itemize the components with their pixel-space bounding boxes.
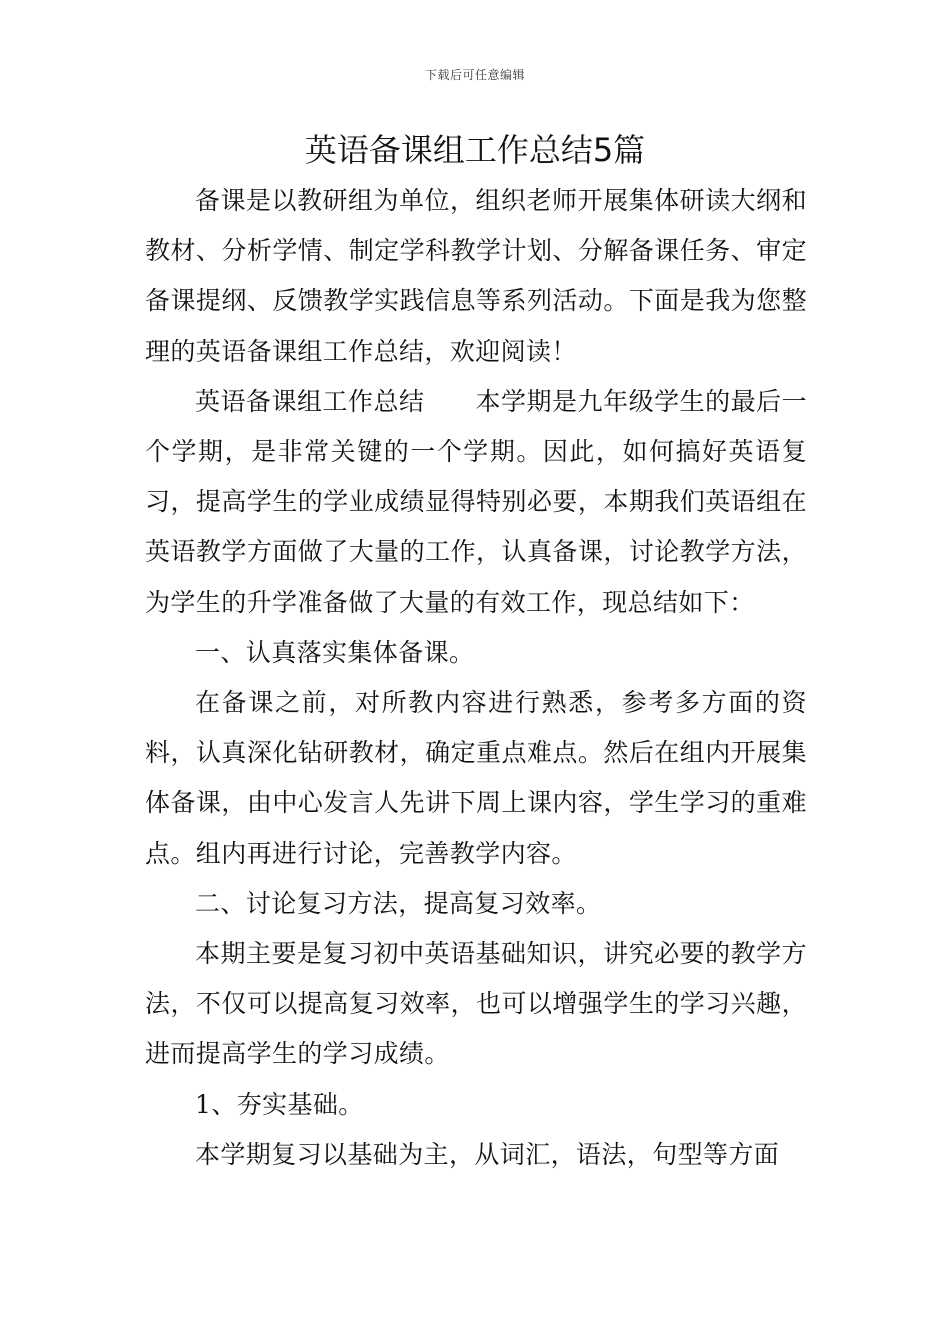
- header-note: 下载后可任意编辑: [424, 68, 525, 82]
- paragraph-intro: 备课是以教研组为单位，组织老师开展集体研读大纲和教材、分析学情、制定学科教学计划、分解备课任务、审定备课提纲、反馈教学实践信息等系列活动。下面是我为您整理的英语备课组工作总结，欢迎阅读！: [145, 186, 807, 366]
- document-body: [145, 176, 807, 1180]
- document-title: 英语备课组工作总结5篇: [304, 131, 646, 169]
- paragraph-summary-opening: 英语备课组工作总结 本学期是九年级学生的最后一个学期，是非常关键的一个学期。因此，如何搞好英语复习，提高学生的学业成绩显得特别必要，本期我们英语组在英语教学方面做了大量的工作，认真备课，讨论教学方法，为学生的升学准备做了大量的有效工作，现总结如下：: [145, 386, 807, 617]
- paragraph-subsection-1: 本学期复习以基础为主，从词汇，语法，句型等方面: [195, 1139, 780, 1169]
- section-heading-2: 二、讨论复习方法，提高复习效率。: [195, 888, 602, 918]
- section-heading-1: 一、认真落实集体备课。: [195, 637, 475, 667]
- paragraph-section-2: 本期主要是复习初中英语基础知识，讲究必要的教学方法，不仅可以提高复习效率，也可以增强学生的学习兴趣，进而提高学生的学习成绩。: [145, 939, 807, 1069]
- paragraph-section-1: 在备课之前，对所教内容进行熟悉，参考多方面的资料，认真深化钻研教材，确定重点难点。然后在组内开展集体备课，由中心发言人先讲下周上课内容，学生学习的重难点。组内再进行讨论，完善教学内容。: [145, 688, 807, 868]
- subsection-heading-1: 1、夯实基础。: [195, 1089, 364, 1119]
